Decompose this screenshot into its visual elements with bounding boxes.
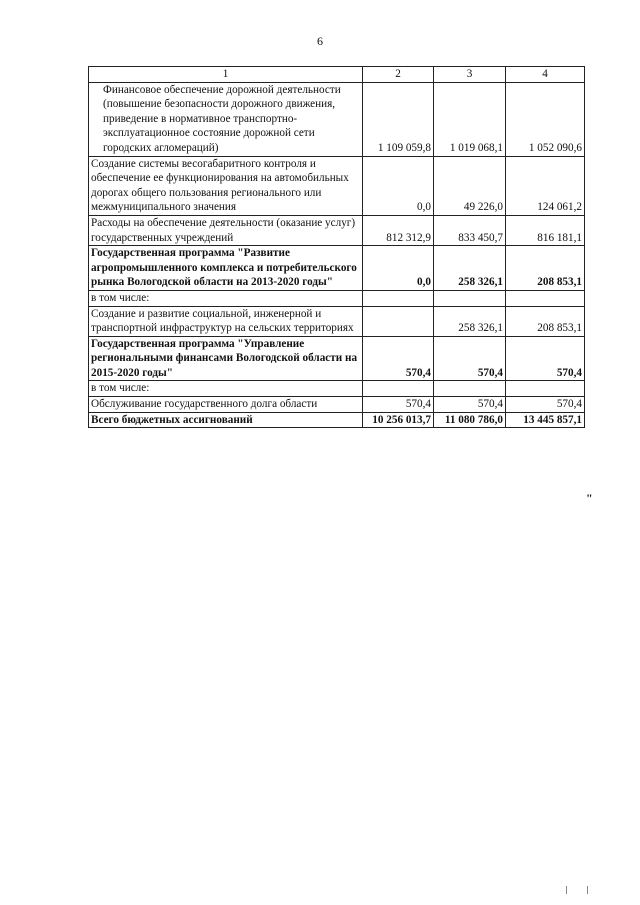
value-cell: 833 450,7 xyxy=(434,215,506,245)
scan-margin-mark xyxy=(566,886,588,894)
table-row xyxy=(89,336,585,381)
value-cell: 570,4 xyxy=(506,397,585,413)
value-cell: 258 326,1 xyxy=(434,306,506,336)
column-header: 2 xyxy=(363,67,434,83)
value-cell xyxy=(363,306,434,336)
column-header: 1 xyxy=(89,67,363,83)
value-cell xyxy=(506,290,585,306)
value-cell: 0,0 xyxy=(363,156,434,215)
value-cell: 1 019 068,1 xyxy=(434,82,506,156)
value-cell: 258 326,1 xyxy=(434,246,506,291)
row-description: Расходы на обеспечение деятельности (оказание услуг) государственных учреждений xyxy=(89,215,363,245)
value-cell: 13 445 857,1 xyxy=(506,412,585,428)
table-row xyxy=(89,381,585,397)
row-description: Финансовое обеспечение дорожной деятельности (повышение безопасности дорожного движения, приведение в нормативное транспортно-эксплуатационное состояние дорожной сети городских агломераций) xyxy=(89,82,363,156)
row-description: Обслуживание государственного долга области xyxy=(89,397,363,413)
value-cell: 208 853,1 xyxy=(506,246,585,291)
value-cell: 570,4 xyxy=(363,397,434,413)
row-description: Государственная программа "Развитие агропромышленного комплекса и потребительского рынка Вологодской области на 2013-2020 годы" xyxy=(89,246,363,291)
row-description: Государственная программа "Управление региональными финансами Вологодской области на 2015-2020 годы" xyxy=(89,336,363,381)
table-row xyxy=(89,246,585,291)
closing-quote: " xyxy=(586,491,593,505)
row-description: в том числе: xyxy=(89,381,363,397)
value-cell: 11 080 786,0 xyxy=(434,412,506,428)
value-cell: 812 312,9 xyxy=(363,215,434,245)
value-cell xyxy=(363,381,434,397)
value-cell xyxy=(506,381,585,397)
column-header: 4 xyxy=(506,67,585,83)
table-header-row xyxy=(89,67,585,83)
table-row xyxy=(89,397,585,413)
page-number: 6 xyxy=(317,34,323,48)
row-description: Создание системы весогабаритного контроля и обеспечение ее функционирования на автомобильных дорогах общего пользования регионального или межмуниципального значения xyxy=(89,156,363,215)
value-cell: 124 061,2 xyxy=(506,156,585,215)
table-row xyxy=(89,215,585,245)
budget-table xyxy=(88,66,585,428)
table-total-row xyxy=(89,412,585,428)
value-cell: 816 181,1 xyxy=(506,215,585,245)
value-cell: 570,4 xyxy=(434,336,506,381)
value-cell: 49 226,0 xyxy=(434,156,506,215)
value-cell: 570,4 xyxy=(506,336,585,381)
value-cell xyxy=(434,381,506,397)
value-cell: 208 853,1 xyxy=(506,306,585,336)
table-row xyxy=(89,306,585,336)
value-cell xyxy=(363,290,434,306)
table-row xyxy=(89,156,585,215)
value-cell: 1 052 090,6 xyxy=(506,82,585,156)
table-row xyxy=(89,290,585,306)
value-cell: 10 256 013,7 xyxy=(363,412,434,428)
row-description: в том числе: xyxy=(89,290,363,306)
value-cell xyxy=(434,290,506,306)
value-cell: 1 109 059,8 xyxy=(363,82,434,156)
row-description: Всего бюджетных ассигнований xyxy=(89,412,363,428)
value-cell: 0,0 xyxy=(363,246,434,291)
column-header: 3 xyxy=(434,67,506,83)
value-cell: 570,4 xyxy=(363,336,434,381)
value-cell: 570,4 xyxy=(434,397,506,413)
row-description: Создание и развитие социальной, инженерной и транспортной инфраструктур на сельских территориях xyxy=(89,306,363,336)
table-row xyxy=(89,82,585,156)
